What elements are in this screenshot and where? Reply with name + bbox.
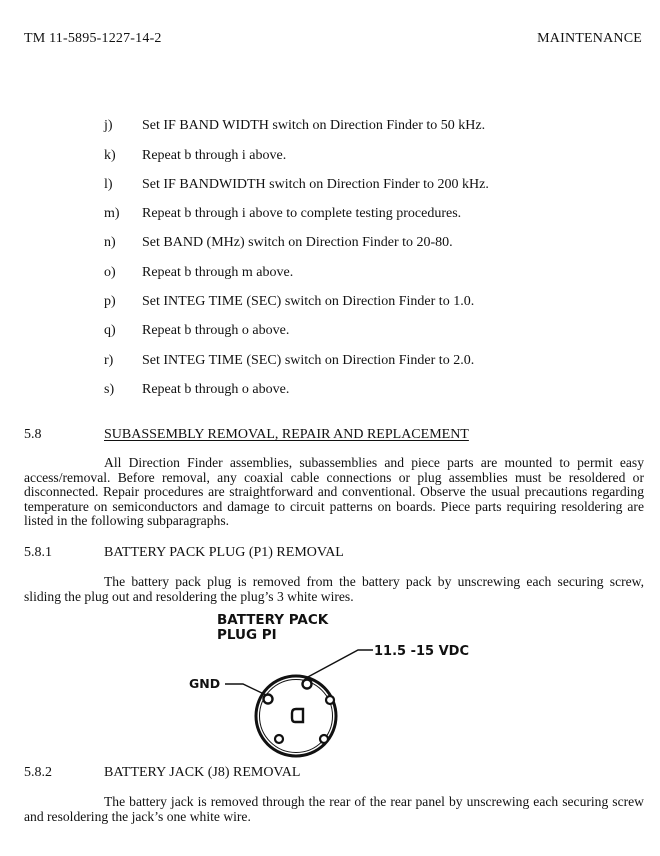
gnd-leader-line [225, 684, 266, 695]
section-paragraph-text: The battery jack is removed through the rear of the rear panel by unscrewing each securing screw and resoldering the jack’s one white wire. [24, 794, 644, 824]
pin-icon [264, 695, 273, 704]
step-letter: p) [104, 294, 116, 309]
step-letter: s) [104, 382, 115, 397]
section-paragraph [24, 456, 644, 529]
section-title: SUBASSEMBLY REMOVAL, REPAIR AND REPLACEMENT [104, 427, 469, 442]
step-text: Set INTEG TIME (SEC) switch on Direction Finder to 2.0. [142, 353, 475, 368]
step-letter: r) [104, 353, 114, 368]
step-text: Set IF BAND WIDTH switch on Direction Finder to 50 kHz. [142, 118, 486, 133]
step-item [0, 235, 660, 257]
step-item [0, 265, 660, 287]
document-number: TM 11-5895-1227-14-2 [24, 31, 162, 46]
step-item [0, 294, 660, 316]
step-item [0, 118, 660, 140]
pin-icon [303, 680, 312, 689]
gnd-label: GND [189, 676, 221, 691]
pin-icon [320, 735, 328, 743]
section-title: BATTERY PACK PLUG (P1) REMOVAL [104, 545, 344, 560]
step-letter: o) [104, 265, 116, 280]
step-letter: k) [104, 148, 116, 163]
step-item [0, 323, 660, 345]
step-letter: q) [104, 323, 116, 338]
step-letter: m) [104, 206, 120, 221]
section-number: 5.8.1 [24, 545, 52, 560]
step-text: Repeat b through o above. [142, 323, 290, 338]
section-paragraph [24, 575, 644, 604]
step-text: Repeat b through i above to complete testing procedures. [142, 206, 462, 221]
diagram-title-line1: BATTERY PACK [217, 612, 329, 628]
step-text: Repeat b through i above. [142, 148, 287, 163]
section-paragraph [24, 795, 644, 824]
step-text: Set INTEG TIME (SEC) switch on Direction Finder to 1.0. [142, 294, 475, 309]
key-pin-icon [292, 709, 303, 722]
step-item [0, 353, 660, 375]
battery-plug-diagram [180, 607, 480, 767]
step-text: Set IF BANDWIDTH switch on Direction Finder to 200 kHz. [142, 177, 489, 192]
step-letter: l) [104, 177, 113, 192]
section-title: BATTERY JACK (J8) REMOVAL [104, 765, 301, 780]
step-item [0, 177, 660, 199]
step-text: Repeat b through m above. [142, 265, 294, 280]
pin-icon [326, 696, 334, 704]
step-letter: j) [104, 118, 113, 133]
voltage-label: 11.5 -15 VDC [374, 644, 470, 659]
step-text: Repeat b through o above. [142, 382, 290, 397]
step-item [0, 148, 660, 170]
step-item [0, 382, 660, 404]
section-paragraph-text: All Direction Finder assemblies, subassemblies and piece parts are mounted to permit easy access/removal. Before removal, any coaxial cable connections or plug assemblies must be resoldered or disconnected. Repair procedures are straightforward and conventional. Observe the usual precautions regarding temperature on semiconductors and damage to circuit patterns on boards. Piece parts requiring resoldering are listed in the following subparagraphs. [24, 455, 644, 529]
section-number: 5.8.2 [24, 765, 52, 780]
voltage-leader-line [306, 650, 373, 678]
step-item [0, 206, 660, 228]
step-text: Set BAND (MHz) switch on Direction Finder to 20-80. [142, 235, 453, 250]
section-paragraph-text: The battery pack plug is removed from the battery pack by unscrewing each securing screw, sliding the plug out and resoldering the plug’s 3 white wires. [24, 574, 644, 604]
section-number: 5.8 [24, 427, 42, 442]
diagram-title-line2: PLUG PI [217, 627, 277, 643]
section-header: MAINTENANCE [537, 31, 642, 46]
step-letter: n) [104, 235, 116, 250]
pin-icon [275, 735, 283, 743]
